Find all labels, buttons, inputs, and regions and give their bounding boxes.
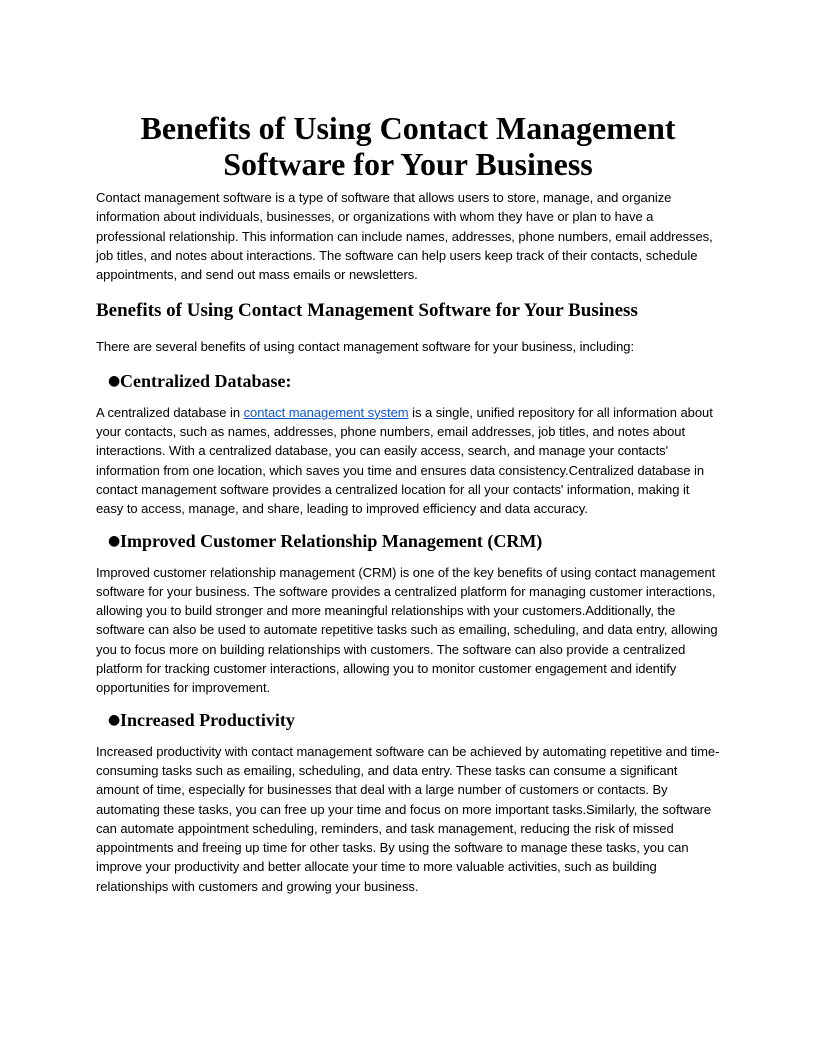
benefit-text-after-link: is a single, unified repository for all information about your contacts, such as names, addresses, phone numbers, email addresses, job titles, and notes about interactions. With a centralized database, you can easily access, search, and manage your contacts' information from one location, which saves you time and ensures data consistency.Centralized database in contact management software provides a centralized location for all your contacts' information, making it easy to access, manage, and share, leading to improved efficiency and data accuracy. bbox=[96, 404, 713, 517]
benefit-text-before-link: A centralized database in bbox=[96, 404, 244, 420]
section-heading: Benefits of Using Contact Management Software for Your Business bbox=[96, 300, 638, 322]
page-title: Benefits of Using Contact Management Software for Your Business bbox=[140, 110, 676, 182]
benefit-heading-text: Improved Customer Relationship Management (CRM) bbox=[120, 530, 543, 551]
benefit-heading-increased-productivity bbox=[96, 708, 720, 732]
benefit-paragraph-centralized-database bbox=[96, 403, 720, 519]
benefit-paragraph-increased-productivity: Increased productivity with contact management software can be achieved by automating repetitive and time-consuming tasks such as emailing, scheduling, and data entry. These tasks can consume a significant amount of time, especially for businesses that deal with a large number of customers or contacts. By automating these tasks, you can free up your time and focus on more important tasks.Similarly, the software can automate appointment scheduling, reminders, and task management, reducing the risk of missed appointments and freeing up time for other tasks. By using the software to manage these tasks, you can improve your productivity and better allocate your time to more valuable activities, such as building relationships with customers and growing your business. bbox=[96, 743, 720, 894]
benefit-heading-crm bbox=[96, 529, 720, 553]
contact-management-system-link[interactable]: contact management system bbox=[243, 404, 409, 420]
benefit-heading-text: Centralized Database: bbox=[120, 370, 292, 391]
benefit-paragraph-crm: Improved customer relationship management (CRM) is one of the key benefits of using contact management software for your business. The software provides a centralized platform for managing customer interactions, allowing you to build stronger and more meaningful relationships with your customers.Additionally, the software can also be used to automate repetitive tasks such as emailing, scheduling, and data entry, allowing you to focus more on building relationships with customers. The software can also provide a centralized platform for tracking customer interactions, allowing you to monitor customer engagement and identify opportunities for improvement. bbox=[96, 564, 718, 696]
bullet-icon: ● bbox=[108, 372, 121, 389]
benefit-heading-text: Increased Productivity bbox=[120, 709, 295, 730]
bullet-icon: ● bbox=[108, 711, 121, 728]
section-lead-paragraph: There are several benefits of using contact management software for your business, including: bbox=[96, 339, 635, 355]
document-page bbox=[96, 110, 720, 896]
bullet-icon: ● bbox=[108, 532, 121, 549]
benefit-heading-centralized-database bbox=[96, 369, 720, 393]
intro-paragraph: Contact management software is a type of software that allows users to store, manage, and organize information about individuals, businesses, or organizations with whom they have or plan to have a professional relationship. This information can include names, addresses, phone numbers, email addresses, job titles, and notes about interactions. The software can help users keep track of their contacts, schedule appointments, and send out mass emails or newsletters. bbox=[96, 190, 713, 283]
